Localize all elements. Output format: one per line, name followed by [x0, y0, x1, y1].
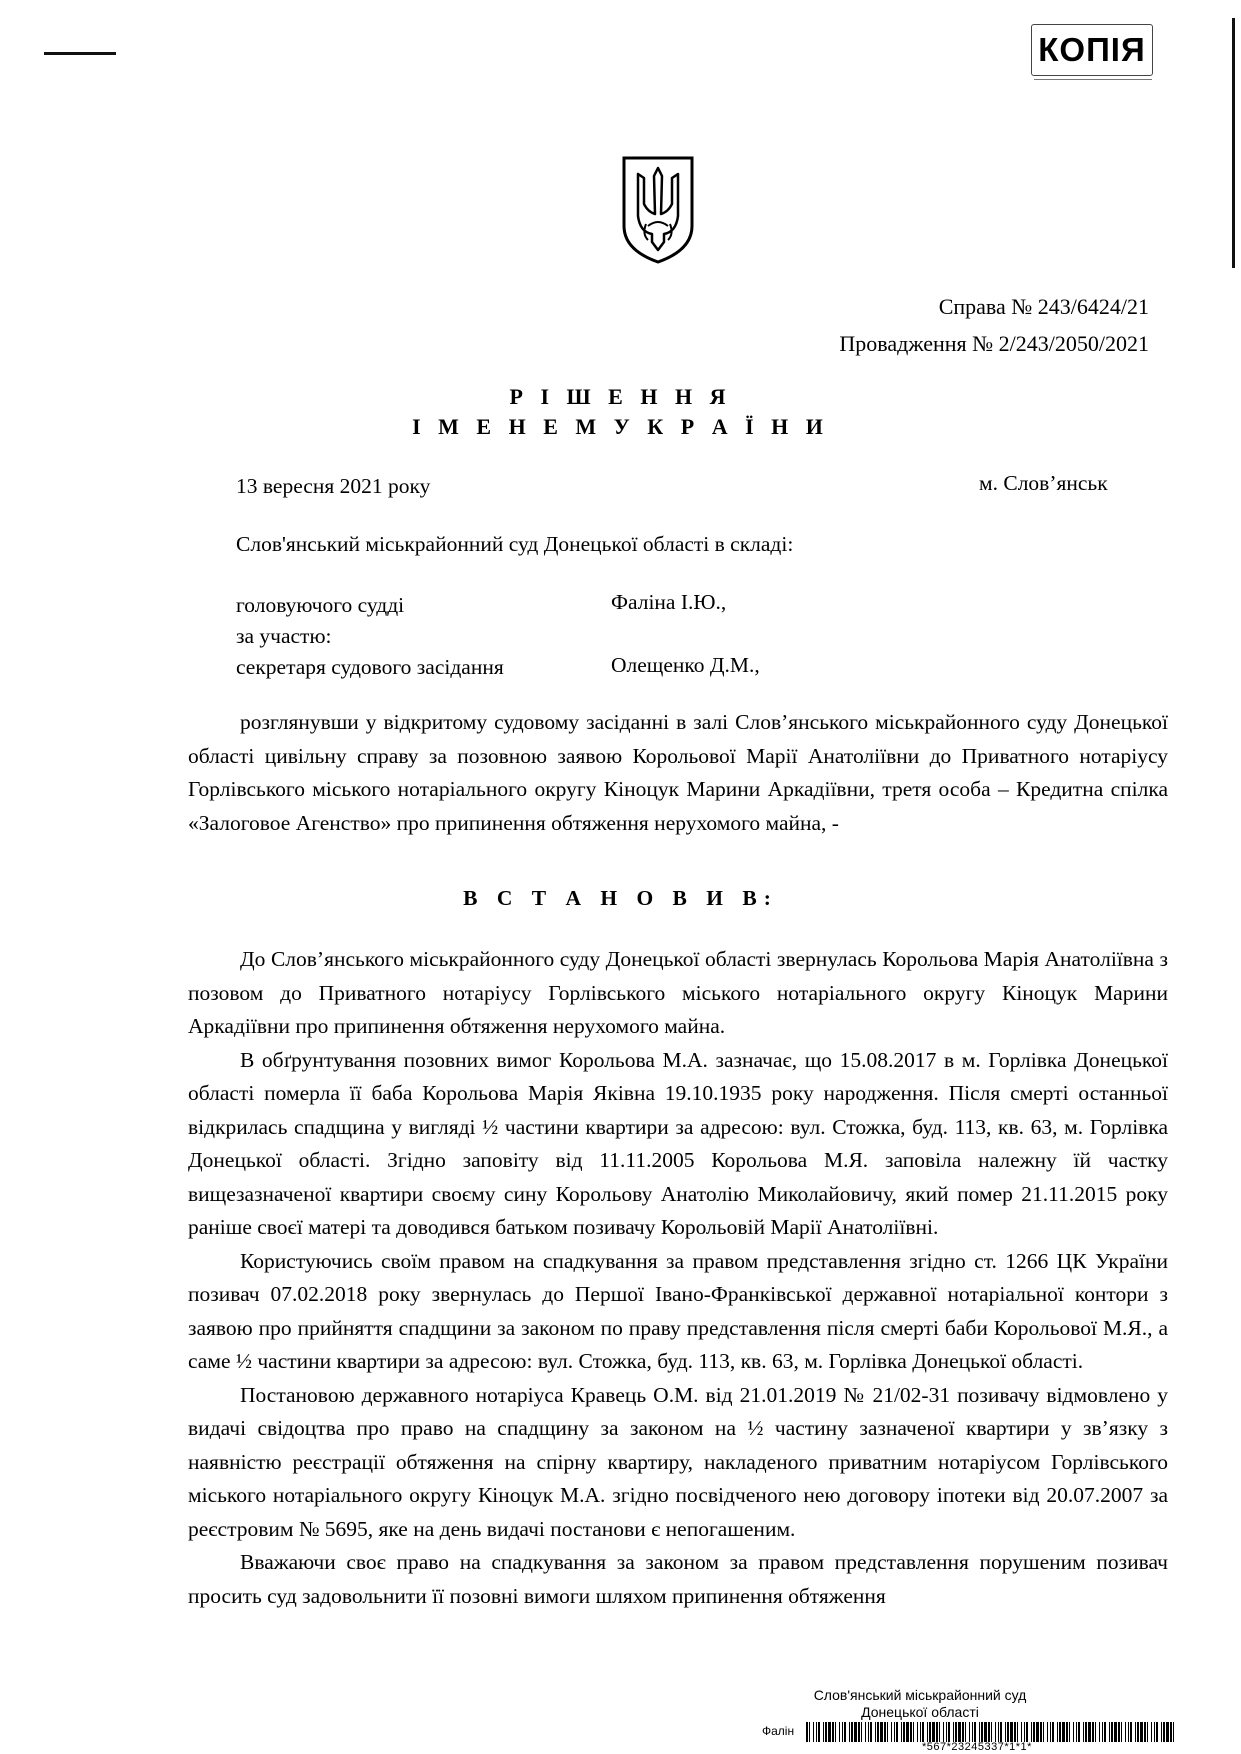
barcode-bar	[880, 1722, 883, 1742]
barcode-bar	[910, 1722, 912, 1742]
barcode-bar	[972, 1722, 973, 1742]
barcode-bar	[858, 1722, 860, 1742]
barcode-bar	[1036, 1722, 1039, 1742]
barcode-bar	[1154, 1722, 1155, 1742]
intro-paragraph: розглянувши у відкритому судовому засіданні в залі Слов’янського міськрайонного суду Донецької області цивільну справу за позовною заявою Корольової Марії Анатоліївни до Приватного нотаріусу Горлівського міського нотаріального округу Кіноцук Марини Аркадіївни, третя особа – Кредитна спілка «Залоговое Агенство» про припинення обтяження нерухомого майна, -	[188, 710, 1168, 835]
barcode-number: *567*23245337*1*1*	[922, 1741, 1032, 1753]
barcode-bar	[825, 1722, 827, 1742]
barcode-bar	[1007, 1722, 1009, 1742]
barcode-bar	[1010, 1722, 1013, 1742]
barcode-bar	[1050, 1722, 1051, 1742]
barcode-bar	[1092, 1722, 1094, 1742]
barcode-bar	[1147, 1722, 1148, 1742]
paragraph-3: Користуючись своїм правом на спадкування за правом представлення згідно ст. 1266 ЦК України позивач 07.02.2018 року звернулась до Першої Івано-Франківської державної нотаріальної контори з заявою про прийняття спадщини за законом по праву представлення після смерті баби Корольової М.Я., а саме ½ частини квартири за адресою: вул. Стожка, буд. 113, кв. 63, м. Горлівка Донецької області.	[188, 1248, 1168, 1373]
barcode-bar	[927, 1722, 928, 1742]
barcode-bar	[1033, 1722, 1035, 1742]
barcode-bar	[932, 1722, 935, 1742]
barcode-bar	[922, 1722, 924, 1742]
barcode-bar	[979, 1722, 980, 1742]
barcode-bar	[1095, 1722, 1096, 1742]
barcode-bar	[806, 1722, 808, 1742]
barcode-bar	[1005, 1722, 1006, 1742]
secretary-label: секретаря судового засідання	[236, 655, 504, 679]
barcode-bar	[1163, 1722, 1165, 1742]
scan-mark-right	[1232, 18, 1235, 268]
barcode-bar	[991, 1722, 992, 1742]
paragraph-4: Постановою державного нотаріуса Кравець О.М. від 21.01.2019 № 21/02-31 позивачу відмовлено у видачі свідоцтва про право на спадщину за законом на ½ частину зазначеної квартири у зв’язку з наявністю реєстрації обтяження на спірну квартиру, накладеного приватним нотаріусом Горлівського міського нотаріального округу Кіноцук М.А. згідно посвідченого нею договору іпотеки від 20.07.2007 за реєстровим № 5695, яке на день видачі постанови є непогашеним.	[188, 1382, 1168, 1541]
barcode-bar	[939, 1722, 940, 1742]
footer-court-line1: Слов'янський міськрайонний суд	[813, 1687, 1027, 1703]
coat-of-arms-icon	[618, 154, 698, 266]
barcode-bar	[1118, 1722, 1120, 1742]
case-info	[839, 288, 1149, 362]
barcode-bar	[1069, 1722, 1070, 1742]
barcode-bar	[988, 1722, 990, 1742]
barcode-bar	[1173, 1722, 1174, 1742]
court-composition: Слов'янський міськрайонний суд Донецької області в складі:	[236, 532, 794, 556]
proceeding-number: Провадження № 2/243/2050/2021	[839, 331, 1149, 356]
barcode-bar	[842, 1722, 843, 1742]
case-number: Справа № 243/6424/21	[938, 294, 1149, 319]
barcode-bar	[1170, 1722, 1172, 1742]
presiding-name: Фаліна І.Ю.,	[611, 590, 727, 614]
barcode-bar	[906, 1722, 909, 1742]
barcode-bar	[1137, 1722, 1139, 1742]
participation-label: за участю:	[236, 624, 332, 648]
barcode-bar	[1088, 1722, 1091, 1742]
barcode-bar	[1125, 1722, 1126, 1742]
barcode-bar	[936, 1722, 938, 1742]
barcode-bar	[969, 1722, 970, 1742]
barcode-bar	[1099, 1722, 1100, 1742]
barcode-bar	[1076, 1722, 1077, 1742]
stamp-underline	[1034, 79, 1152, 80]
barcode	[806, 1722, 1178, 1742]
barcode-bar	[998, 1722, 999, 1742]
decision-title: Р І Ш Е Н Н Я	[509, 384, 732, 409]
barcode-bar	[839, 1722, 840, 1742]
barcode-bar	[946, 1722, 947, 1742]
intro-paragraph-block	[188, 706, 1168, 840]
barcode-bar	[955, 1722, 957, 1742]
barcode-bar	[1104, 1722, 1106, 1742]
secretary-name: Олещенко Д.М.,	[611, 653, 760, 677]
barcode-bar	[816, 1722, 817, 1742]
barcode-bar	[1057, 1722, 1058, 1742]
barcode-bar	[1066, 1722, 1068, 1742]
barcode-bar	[913, 1722, 914, 1742]
barcode-bar	[818, 1722, 820, 1742]
barcode-bar	[861, 1722, 862, 1742]
barcode-bar	[984, 1722, 987, 1742]
barcode-bar	[1161, 1722, 1162, 1742]
barcode-bar	[981, 1722, 983, 1742]
barcode-bar	[1114, 1722, 1117, 1742]
barcode-bar	[1140, 1722, 1143, 1742]
barcode-bar	[1128, 1722, 1129, 1742]
barcode-bar	[929, 1722, 931, 1742]
barcode-bar	[1021, 1722, 1022, 1742]
barcode-bar	[953, 1722, 954, 1742]
barcode-bar	[1040, 1722, 1042, 1742]
barcode-bar	[887, 1722, 888, 1742]
barcode-bar	[891, 1722, 892, 1742]
barcode-bar	[917, 1722, 918, 1742]
barcode-bar	[1083, 1722, 1084, 1742]
barcode-bar	[875, 1722, 876, 1742]
barcode-bar	[835, 1722, 836, 1742]
barcode-bar	[1130, 1722, 1132, 1742]
barcode-bar	[943, 1722, 944, 1742]
barcode-bar	[1000, 1722, 1002, 1742]
barcode-bar	[1059, 1722, 1061, 1742]
barcode-bar	[1043, 1722, 1044, 1742]
barcode-bar	[870, 1722, 872, 1742]
paragraph-2: В обґрунтування позовних вимог Корольова М.А. зазначає, що 15.08.2017 в м. Горлівка Донецької області померла її баба Корольова Марія Яківна 19.10.1935 року народження. Після смерті останньої відкрилась спадщина у вигляді ½ частини квартири за адресою: вул. Стожка, буд. 113, кв. 63, м. Горлівка Донецької області. Згідно заповіту від 11.11.2005 Корольова М.Я. заповіла належну їй частку вищезазначеної квартири своєму сину Корольову Анатолію Миколайовичу, який помер 21.11.2015 року раніше своєї матері та доводився батьком позивачу Корольовій Марії Анатоліївні.	[188, 1047, 1168, 1239]
barcode-bar	[974, 1722, 976, 1742]
barcode-bar	[995, 1722, 996, 1742]
paragraph-5: Вважаючи своє право на спадкування за законом за правом представлення порушеним позивач просить суд задовольнити її позовні вимоги шляхом припинення обтяження	[188, 1550, 1168, 1608]
barcode-bar	[1085, 1722, 1087, 1742]
body-text	[188, 943, 1168, 1613]
copy-stamp-text: КОПІЯ	[1038, 31, 1146, 68]
decision-city: м. Слов’янськ	[979, 471, 1108, 495]
barcode-bar	[844, 1722, 846, 1742]
paragraph-1: До Слов’янського міськрайонного суду Донецької області звернулась Корольова Марія Анатоліївна з позовом до Приватного нотаріусу Горлівського міського нотаріального округу Кіноцук Марини Аркадіївни про припинення обтяження нерухомого майна.	[188, 947, 1168, 1038]
barcode-bar	[1135, 1722, 1136, 1742]
barcode-bar	[854, 1722, 857, 1742]
barcode-bar	[901, 1722, 902, 1742]
barcode-bar	[1102, 1722, 1103, 1742]
barcode-bar	[851, 1722, 853, 1742]
barcode-bar	[813, 1722, 814, 1742]
barcode-bar	[1047, 1722, 1048, 1742]
barcode-bar	[1073, 1722, 1074, 1742]
barcode-bar	[877, 1722, 879, 1742]
barcode-bar	[958, 1722, 961, 1742]
barcode-bar	[1111, 1722, 1113, 1742]
decision-subtitle: І М Е Н Е М У К Р А Ї Н И	[412, 414, 829, 439]
presiding-label: головуючого судді	[236, 593, 405, 617]
barcode-bar	[1024, 1722, 1025, 1742]
barcode-bar	[1144, 1722, 1146, 1742]
barcode-bar	[1026, 1722, 1028, 1742]
barcode-bar	[920, 1722, 921, 1742]
section-heading: В С Т А Н О В И В:	[463, 886, 778, 910]
barcode-bar	[849, 1722, 850, 1742]
barcode-bar	[832, 1722, 834, 1742]
copy-stamp	[1031, 24, 1153, 76]
barcode-bar	[828, 1722, 831, 1742]
barcode-bar	[962, 1722, 964, 1742]
barcode-label: Фалін	[762, 1724, 795, 1738]
barcode-bar	[1121, 1722, 1122, 1742]
barcode-bar	[1156, 1722, 1158, 1742]
barcode-bar	[1014, 1722, 1016, 1742]
decision-date: 13 вересня 2021 року	[236, 474, 431, 498]
barcode-bar	[1052, 1722, 1054, 1742]
barcode-bar	[823, 1722, 824, 1742]
barcode-bar	[1017, 1722, 1018, 1742]
scan-mark-left	[44, 52, 116, 55]
barcode-bar	[896, 1722, 898, 1742]
barcode-bar	[1062, 1722, 1065, 1742]
barcode-bar	[948, 1722, 950, 1742]
barcode-bar	[965, 1722, 966, 1742]
barcode-bar	[809, 1722, 810, 1742]
barcode-bar	[865, 1722, 866, 1742]
barcode-bar	[903, 1722, 905, 1742]
barcode-bar	[1166, 1722, 1169, 1742]
barcode-bar	[884, 1722, 886, 1742]
barcode-bar	[1078, 1722, 1080, 1742]
barcode-bar	[868, 1722, 869, 1742]
barcode-bar	[1151, 1722, 1152, 1742]
barcode-bar	[894, 1722, 895, 1742]
footer-court-line2: Донецької області	[861, 1704, 979, 1720]
barcode-bar	[1109, 1722, 1110, 1742]
barcode-bar	[1031, 1722, 1032, 1742]
